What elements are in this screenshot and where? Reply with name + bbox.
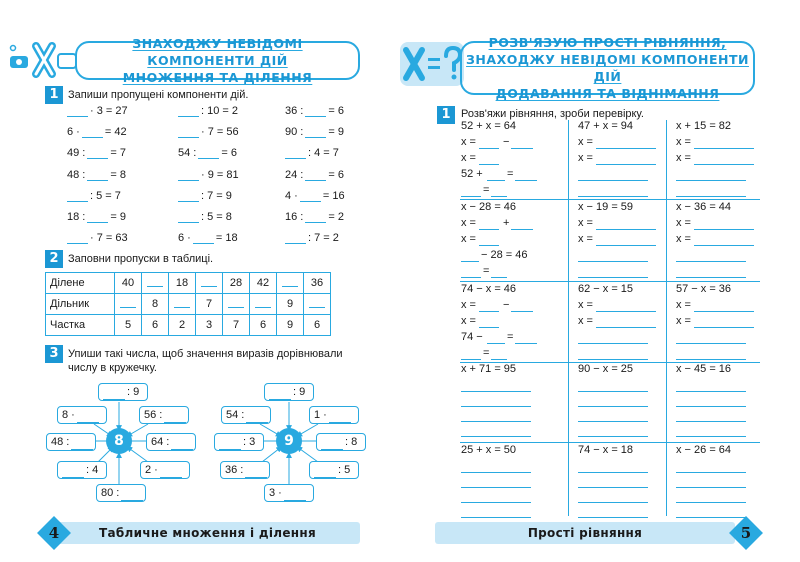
- equation-text: = 6: [221, 147, 237, 160]
- check-text: =: [507, 168, 514, 180]
- answer-line[interactable]: [676, 343, 746, 344]
- answer-line[interactable]: [479, 245, 499, 246]
- x-label: x =: [676, 233, 691, 245]
- equation-text: = 16: [322, 189, 345, 202]
- answer-blank[interactable]: [164, 413, 186, 423]
- equation-text: : 7 = 9: [201, 189, 232, 202]
- equation-text: : 4 = 7: [308, 147, 339, 160]
- answer-line[interactable]: [694, 229, 754, 230]
- equation: 47 + x = 94: [578, 120, 634, 132]
- equation-text: : 7 = 2: [308, 232, 339, 245]
- operator: −: [503, 299, 510, 311]
- x-label: x =: [461, 136, 476, 148]
- table-cell: 9: [277, 294, 304, 315]
- answer-line[interactable]: [596, 148, 656, 149]
- equation-text: = 9: [328, 126, 344, 139]
- expression-box[interactable]: [57, 461, 107, 479]
- expression-box[interactable]: [146, 433, 196, 451]
- check-text: =: [483, 347, 490, 359]
- equation-text: = 6: [328, 105, 344, 117]
- answer-line[interactable]: [461, 406, 531, 407]
- right-title: [460, 35, 755, 101]
- x-label: x =: [461, 217, 476, 229]
- equation: x + 15 = 82: [676, 120, 732, 132]
- answer-blank[interactable]: [171, 440, 193, 450]
- table-cell: 6: [250, 315, 277, 336]
- expression-box[interactable]: [57, 406, 107, 424]
- answer-line[interactable]: [578, 421, 648, 422]
- task-instruction: Заповни пропуски в таблиці.: [68, 253, 214, 265]
- equation-text: · 7 = 56: [201, 126, 239, 139]
- answer-line[interactable]: [578, 502, 648, 503]
- expression-box[interactable]: [220, 461, 270, 479]
- answer-line[interactable]: [676, 359, 746, 360]
- answer-line[interactable]: [694, 148, 754, 149]
- check-text: 74 −: [461, 331, 483, 343]
- answer-line[interactable]: [676, 180, 746, 181]
- answer-line[interactable]: [461, 359, 481, 360]
- equation-text: 4 ·: [285, 189, 298, 202]
- expression-box[interactable]: [139, 406, 189, 424]
- answer-line[interactable]: [578, 391, 648, 392]
- expression-text: : 9: [293, 386, 306, 398]
- answer-line[interactable]: [596, 229, 656, 230]
- expression-box[interactable]: [140, 461, 190, 479]
- equation-text: 24 :: [285, 168, 304, 181]
- right-title-line3: ДОДАВАННЯ ТА ВІДНІМАННЯ: [495, 86, 720, 101]
- answer-blank[interactable]: [284, 491, 306, 501]
- answer-line[interactable]: [676, 436, 746, 437]
- answer-line[interactable]: [596, 311, 656, 312]
- grid-divider: [666, 120, 667, 516]
- operator: +: [503, 217, 510, 229]
- grid-divider: [460, 442, 760, 443]
- answer-line[interactable]: [491, 359, 507, 360]
- answer-line[interactable]: [676, 487, 746, 488]
- x-label: x =: [461, 152, 476, 164]
- answer-line[interactable]: [461, 261, 479, 262]
- expression-text: : 4: [86, 464, 99, 476]
- equation-text: 36 :: [285, 105, 304, 117]
- expression-box[interactable]: [264, 484, 314, 502]
- equation: 62 − x = 15: [578, 283, 634, 295]
- answer-blank[interactable]: [329, 413, 351, 423]
- equation: x − 26 = 64: [676, 444, 732, 456]
- answer-line[interactable]: [461, 196, 481, 197]
- table-row-header: Ділене: [46, 273, 115, 294]
- equation: 74 − x = 46: [461, 283, 517, 295]
- x-label: x =: [461, 315, 476, 327]
- answer-line[interactable]: [491, 196, 507, 197]
- check-text: =: [507, 331, 514, 343]
- answer-line[interactable]: [578, 343, 648, 344]
- task-number-badge: 1: [45, 86, 63, 104]
- equation-text: 18 :: [67, 211, 86, 223]
- answer-line[interactable]: [491, 277, 507, 278]
- equation: 52 + x = 64: [461, 120, 517, 132]
- equation-text: · 7 = 63: [90, 232, 128, 245]
- task-instruction: Запиши пропущені компоненти дій.: [68, 89, 249, 101]
- expression-text: 64 :: [151, 436, 170, 448]
- answer-line[interactable]: [596, 164, 656, 165]
- equation-text: = 9: [110, 211, 126, 223]
- table-cell: 7: [223, 315, 250, 336]
- answer-line[interactable]: [578, 196, 648, 197]
- answer-line[interactable]: [676, 472, 746, 473]
- answer-line[interactable]: [515, 343, 537, 344]
- answer-blank[interactable]: [314, 468, 336, 478]
- check-text: 52 +: [461, 168, 483, 180]
- expression-text: 54 :: [226, 409, 245, 421]
- equation-text: 6 ·: [178, 232, 191, 245]
- x-label: x =: [461, 299, 476, 311]
- answer-line[interactable]: [676, 391, 746, 392]
- x-label: x =: [676, 136, 691, 148]
- equation: 57 − x = 36: [676, 283, 732, 295]
- expression-box[interactable]: [264, 383, 314, 401]
- expression-box[interactable]: [96, 484, 146, 502]
- answer-line[interactable]: [461, 436, 531, 437]
- table-cell: 9: [277, 315, 304, 336]
- answer-blank[interactable]: [71, 440, 93, 450]
- x-label: x =: [676, 299, 691, 311]
- answer-line[interactable]: [578, 277, 648, 278]
- answer-line[interactable]: [511, 229, 533, 230]
- equation: 25 + x = 50: [461, 444, 517, 456]
- equation-text: = 7: [110, 147, 126, 160]
- table-row-header: Дільник: [46, 294, 115, 315]
- answer-line[interactable]: [461, 502, 531, 503]
- answer-blank[interactable]: [245, 468, 267, 478]
- x-label: x =: [578, 152, 593, 164]
- answer-line[interactable]: [578, 261, 648, 262]
- expression-text: 80 :: [101, 487, 120, 499]
- expression-box[interactable]: [46, 433, 96, 451]
- equation-text: = 8: [110, 168, 126, 181]
- answer-line[interactable]: [676, 421, 746, 422]
- equation-text: · 9 = 81: [201, 168, 239, 181]
- answer-line[interactable]: [578, 487, 648, 488]
- equation: x − 19 = 59: [578, 201, 634, 213]
- answer-line[interactable]: [487, 180, 505, 181]
- equation: x − 36 = 44: [676, 201, 732, 213]
- target-number-circle: 8: [106, 428, 132, 454]
- answer-line[interactable]: [461, 277, 481, 278]
- answer-line[interactable]: [479, 327, 499, 328]
- grid-divider: [460, 281, 760, 282]
- answer-line[interactable]: [578, 517, 648, 518]
- equation-text: : 5 = 7: [90, 189, 121, 202]
- x-label: x =: [676, 315, 691, 327]
- answer-line[interactable]: [676, 277, 746, 278]
- answer-line[interactable]: [461, 391, 531, 392]
- check-text: − 28 = 46: [481, 249, 528, 261]
- equation-text: 16 :: [285, 211, 304, 223]
- target-number-circle: 9: [276, 428, 302, 454]
- x-label: x =: [578, 136, 593, 148]
- expression-box[interactable]: [214, 433, 264, 451]
- table-cell: 6: [142, 315, 169, 336]
- page-number: 4: [48, 524, 60, 542]
- x-label: x =: [676, 152, 691, 164]
- answer-line[interactable]: [461, 421, 531, 422]
- answer-line[interactable]: [676, 517, 746, 518]
- task-instruction-line1: Упиши такі числа, щоб значення виразів дорівнювали: [68, 348, 343, 360]
- left-title-line1: ЗНАХОДЖУ НЕВІДОМІ КОМПОНЕНТИ ДІЙ: [132, 36, 303, 68]
- left-footer: Табличне множення і ділення: [55, 522, 360, 544]
- operator: −: [503, 136, 510, 148]
- answer-line[interactable]: [578, 436, 648, 437]
- task-number-badge: 2: [45, 250, 63, 268]
- task-number-badge: 1: [437, 106, 455, 124]
- answer-blank[interactable]: [121, 491, 143, 501]
- expression-box[interactable]: [316, 433, 366, 451]
- answer-line[interactable]: [461, 472, 531, 473]
- answer-line[interactable]: [596, 327, 656, 328]
- answer-line[interactable]: [676, 502, 746, 503]
- expression-text: 8 ·: [62, 409, 75, 421]
- x-label: x =: [461, 233, 476, 245]
- equation-text: 48 :: [67, 168, 86, 181]
- expression-text: 1 ·: [314, 409, 327, 421]
- equation-text: = 6: [328, 168, 344, 181]
- equation: x + 71 = 95: [461, 363, 517, 375]
- grid-divider: [568, 120, 569, 516]
- task-number-badge: 3: [45, 345, 63, 363]
- right-footer: Прості рівняння: [435, 522, 735, 544]
- answer-blank[interactable]: [160, 468, 182, 478]
- answer-line[interactable]: [596, 245, 656, 246]
- equation-text: = 18: [215, 232, 238, 245]
- check-text: =: [483, 265, 490, 277]
- equation: 90 − x = 25: [578, 363, 634, 375]
- answer-line[interactable]: [578, 180, 648, 181]
- answer-line[interactable]: [479, 148, 499, 149]
- x-label: x =: [578, 233, 593, 245]
- x-label: x =: [676, 217, 691, 229]
- answer-blank[interactable]: [246, 413, 268, 423]
- expression-text: 48 :: [51, 436, 70, 448]
- answer-blank[interactable]: [103, 390, 125, 400]
- answer-line[interactable]: [694, 245, 754, 246]
- equation-text: 54 :: [178, 147, 197, 160]
- expression-text: : 3: [243, 436, 256, 448]
- answer-line[interactable]: [479, 164, 499, 165]
- expression-text: : 8: [345, 436, 358, 448]
- check-text: =: [483, 184, 490, 196]
- answer-line[interactable]: [511, 311, 533, 312]
- task-instruction: Розв'яжи рівняння, зроби перевірку.: [461, 108, 644, 120]
- table-cell: 18: [169, 273, 196, 294]
- answer-line[interactable]: [515, 180, 537, 181]
- answer-line[interactable]: [578, 472, 648, 473]
- x-equals-question-icon: [398, 40, 468, 88]
- expression-text: : 9: [127, 386, 140, 398]
- expression-box[interactable]: [98, 383, 148, 401]
- answer-line[interactable]: [694, 164, 754, 165]
- task-instruction-line2: числу в кружечку.: [68, 362, 157, 374]
- answer-blank[interactable]: [321, 440, 343, 450]
- expression-box[interactable]: [309, 461, 359, 479]
- table-cell: 5: [115, 315, 142, 336]
- answer-blank[interactable]: [219, 440, 241, 450]
- answer-blank[interactable]: [269, 390, 291, 400]
- expression-box[interactable]: [221, 406, 271, 424]
- answer-line[interactable]: [578, 406, 648, 407]
- table-row-header: Частка: [46, 315, 115, 336]
- equation-text: 49 :: [67, 147, 86, 160]
- equation-text: : 5 = 8: [201, 211, 232, 223]
- answer-blank[interactable]: [77, 413, 99, 423]
- equation-text: = 42: [104, 126, 127, 139]
- answer-line[interactable]: [676, 196, 746, 197]
- x-label: x =: [578, 315, 593, 327]
- answer-line[interactable]: [487, 343, 505, 344]
- equation: 74 − x = 18: [578, 444, 634, 456]
- grid-divider: [460, 199, 760, 200]
- table-cell: 7: [196, 294, 223, 315]
- answer-line[interactable]: [676, 261, 746, 262]
- arrow-line: [127, 447, 148, 462]
- equation-text: = 2: [328, 211, 344, 223]
- right-title-line1: РОЗВ'ЯЗУЮ ПРОСТІ РІВНЯННЯ,: [488, 35, 727, 50]
- right-title-line2: ЗНАХОДЖУ НЕВІДОМІ КОМПОНЕНТИ ДІЙ: [466, 52, 749, 84]
- equation-text: · 3 = 27: [90, 105, 128, 117]
- expression-box[interactable]: [309, 406, 359, 424]
- answer-line[interactable]: [461, 487, 531, 488]
- equation-text: 90 :: [285, 126, 304, 139]
- x-label: x =: [578, 299, 593, 311]
- table-cell: 3: [196, 315, 223, 336]
- answer-line[interactable]: [479, 311, 499, 312]
- answer-line[interactable]: [694, 311, 754, 312]
- equation-text: : 10 = 2: [201, 105, 239, 117]
- expression-text: 3 ·: [269, 487, 282, 499]
- x-label: x =: [578, 217, 593, 229]
- answer-line[interactable]: [511, 148, 533, 149]
- table-cell: 42: [250, 273, 277, 294]
- expression-text: : 5: [338, 464, 351, 476]
- table-cell: 36: [304, 273, 331, 294]
- answer-line[interactable]: [676, 406, 746, 407]
- expression-text: 36 :: [225, 464, 244, 476]
- left-title-line2: МНОЖЕННЯ ТА ДІЛЕННЯ: [122, 70, 313, 85]
- table-cell: 40: [115, 273, 142, 294]
- expression-text: 56 :: [144, 409, 163, 421]
- table-cell: 8: [142, 294, 169, 315]
- page-number: 5: [740, 524, 752, 542]
- table-cell: 2: [169, 315, 196, 336]
- table-cell: 6: [304, 315, 331, 336]
- answer-line[interactable]: [694, 327, 754, 328]
- equation: x − 28 = 46: [461, 201, 517, 213]
- answer-line[interactable]: [578, 359, 648, 360]
- answer-blank[interactable]: [62, 468, 84, 478]
- answer-line[interactable]: [479, 229, 499, 230]
- arrow-line: [297, 447, 318, 462]
- equation-text: 6 ·: [67, 126, 80, 139]
- answer-line[interactable]: [461, 517, 531, 518]
- equation: x − 45 = 16: [676, 363, 732, 375]
- table-cell: 28: [223, 273, 250, 294]
- expression-text: 2 ·: [145, 464, 158, 476]
